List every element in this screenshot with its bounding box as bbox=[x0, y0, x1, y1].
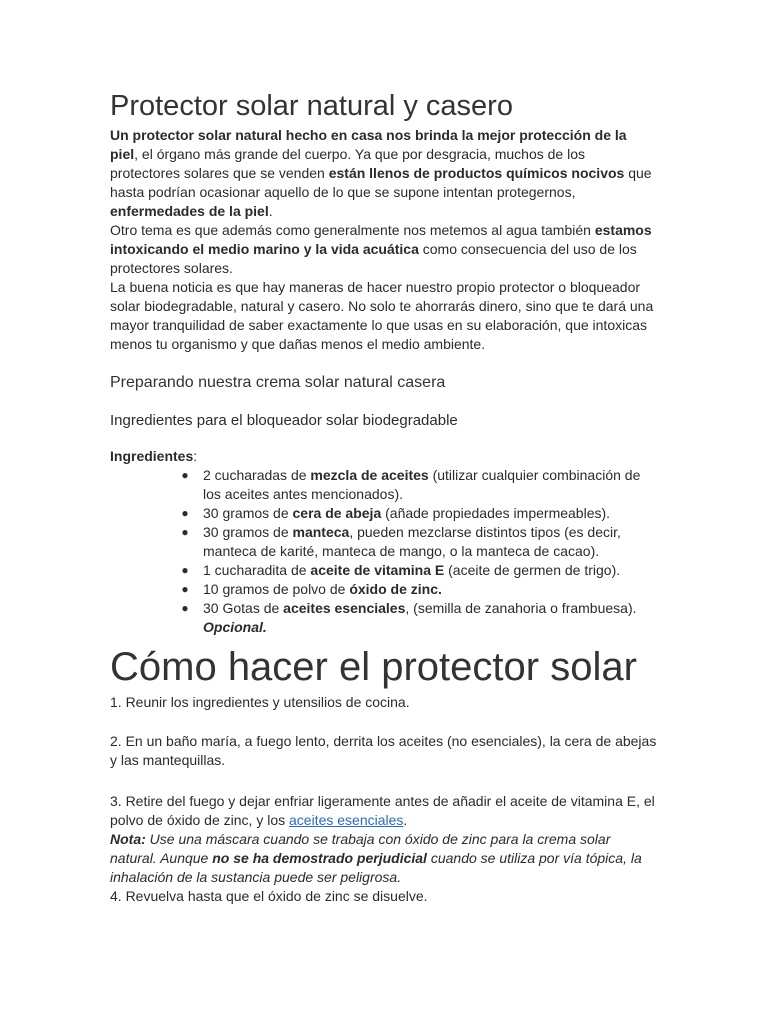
ingredient-pre: 2 cucharadas de bbox=[203, 467, 311, 483]
ingredient-pre: 30 gramos de bbox=[203, 505, 293, 521]
ingredient-post: (añade propiedades impermeables). bbox=[381, 505, 611, 521]
ingredients-label-colon: : bbox=[193, 448, 198, 464]
ingredient-bold: óxido de zinc. bbox=[349, 581, 442, 597]
list-item bbox=[180, 599, 658, 637]
bullet-icon: ● bbox=[181, 601, 189, 615]
intro-paragraph-1 bbox=[110, 126, 658, 221]
note-text-1: Use una máscara cuando se trabaja con óxido de zinc para la crema solar natural. Aunque bbox=[110, 831, 611, 866]
intro-text-1: , el órgano más grande del cuerpo. Ya que por desgracia, muchos de los protectores solares que se venden bbox=[110, 146, 585, 181]
ingredient-optional: Opcional. bbox=[203, 619, 267, 635]
bullet-icon: ● bbox=[181, 468, 189, 482]
step-2: 2. En un baño maría, a fuego lento, derrita los aceites (no esenciales), la cera de abejas y las mantequillas. bbox=[110, 733, 657, 768]
ingredient-pre: 30 gramos de bbox=[203, 524, 293, 540]
step-3 bbox=[110, 792, 658, 830]
ingredient-post: , pueden mezclarse distintos tipos (es decir, manteca de karité, manteca de mango, o la manteca de cacao). bbox=[203, 524, 621, 559]
document-content bbox=[110, 86, 658, 906]
bullet-icon: ● bbox=[181, 525, 189, 539]
ingredient-post: , (semilla de zanahoria o frambuesa). bbox=[405, 600, 637, 616]
list-item bbox=[180, 504, 658, 523]
step-1: 1. Reunir los ingredientes y utensilios de cocina. bbox=[110, 694, 410, 710]
bullet-icon: ● bbox=[181, 506, 189, 520]
ingredients-label-text: Ingredientes bbox=[110, 448, 194, 464]
ingredient-post: (utilizar cualquier combinación de los aceites antes mencionados). bbox=[203, 467, 641, 502]
ingredient-bold: aceites esenciales bbox=[283, 600, 406, 616]
bullet-icon: ● bbox=[181, 563, 189, 577]
list-item bbox=[180, 523, 658, 561]
page-title: Protector solar natural y casero bbox=[110, 90, 513, 122]
safety-note bbox=[110, 830, 658, 887]
ingredient-pre: 10 gramos de polvo de bbox=[203, 581, 350, 597]
bullet-icon: ● bbox=[181, 582, 189, 596]
note-label: Nota: bbox=[110, 831, 146, 847]
ingredient-bold: mezcla de aceites bbox=[310, 467, 429, 483]
ingredient-bold: manteca bbox=[292, 524, 350, 540]
section-heading: Preparando nuestra crema solar natural casera bbox=[110, 374, 446, 391]
note-bold: no se ha demostrado perjudicial bbox=[212, 850, 427, 866]
intro-paragraph-3: La buena noticia es que hay maneras de hacer nuestro propio protector o bloqueador solar biodegradable, natural y casero. No solo te ahorrarás dinero, sino que te dará una mayor tranquilidad de saber exactamente lo que usas en su elaboración, que intoxicas menos tu organismo y que dañas menos el medio ambiente. bbox=[110, 279, 654, 352]
intro-p2-text-2: como consecuencia del uso de los protectores solares. bbox=[110, 241, 637, 276]
ingredients-list bbox=[110, 466, 658, 637]
how-to-heading: Cómo hacer el protector solar bbox=[110, 645, 637, 689]
intro-p2-bold: estamos intoxicando el medio marino y la vida acuática bbox=[110, 222, 652, 257]
intro-p2-text-1: Otro tema es que además como generalmente nos metemos al agua también bbox=[110, 222, 595, 238]
list-item bbox=[180, 580, 658, 599]
intro-bold-2: están llenos de productos químicos nocivos bbox=[328, 165, 625, 181]
list-item bbox=[180, 466, 658, 504]
step-3-pre: 3. Retire del fuego y dejar enfriar ligeramente antes de añadir el aceite de vitamina E, el polvo de óxido de zinc, y los bbox=[110, 793, 655, 828]
ingredient-pre: 30 Gotas de bbox=[203, 600, 284, 616]
intro-paragraph-2 bbox=[110, 221, 658, 278]
ingredients-label bbox=[110, 447, 658, 466]
ingredient-pre: 1 cucharadita de bbox=[203, 562, 311, 578]
ingredient-post: (aceite de germen de trigo). bbox=[444, 562, 621, 578]
intro-bold-3: enfermedades de la piel bbox=[110, 203, 269, 219]
list-item bbox=[180, 561, 658, 580]
step-4: 4. Revuelva hasta que el óxido de zinc se disuelve. bbox=[110, 888, 428, 904]
note-text-2: cuando se utiliza por vía tópica, la inhalación de la sustancia puede ser peligrosa. bbox=[110, 850, 642, 885]
essential-oils-link[interactable]: aceites esenciales bbox=[289, 812, 404, 828]
intro-text-2: que hasta podrían ocasionar aquello de lo que se supone intentan protegernos, bbox=[110, 165, 652, 200]
step-3-post: . bbox=[403, 812, 408, 828]
intro-bold-1: Un protector solar natural hecho en casa nos brinda la mejor protección de la piel bbox=[110, 127, 627, 162]
ingredient-bold: aceite de vitamina E bbox=[310, 562, 445, 578]
ingredient-bold: cera de abeja bbox=[292, 505, 382, 521]
intro-text-3: . bbox=[268, 203, 273, 219]
ingredients-subheading: Ingredientes para el bloqueador solar biodegradable bbox=[110, 412, 458, 429]
